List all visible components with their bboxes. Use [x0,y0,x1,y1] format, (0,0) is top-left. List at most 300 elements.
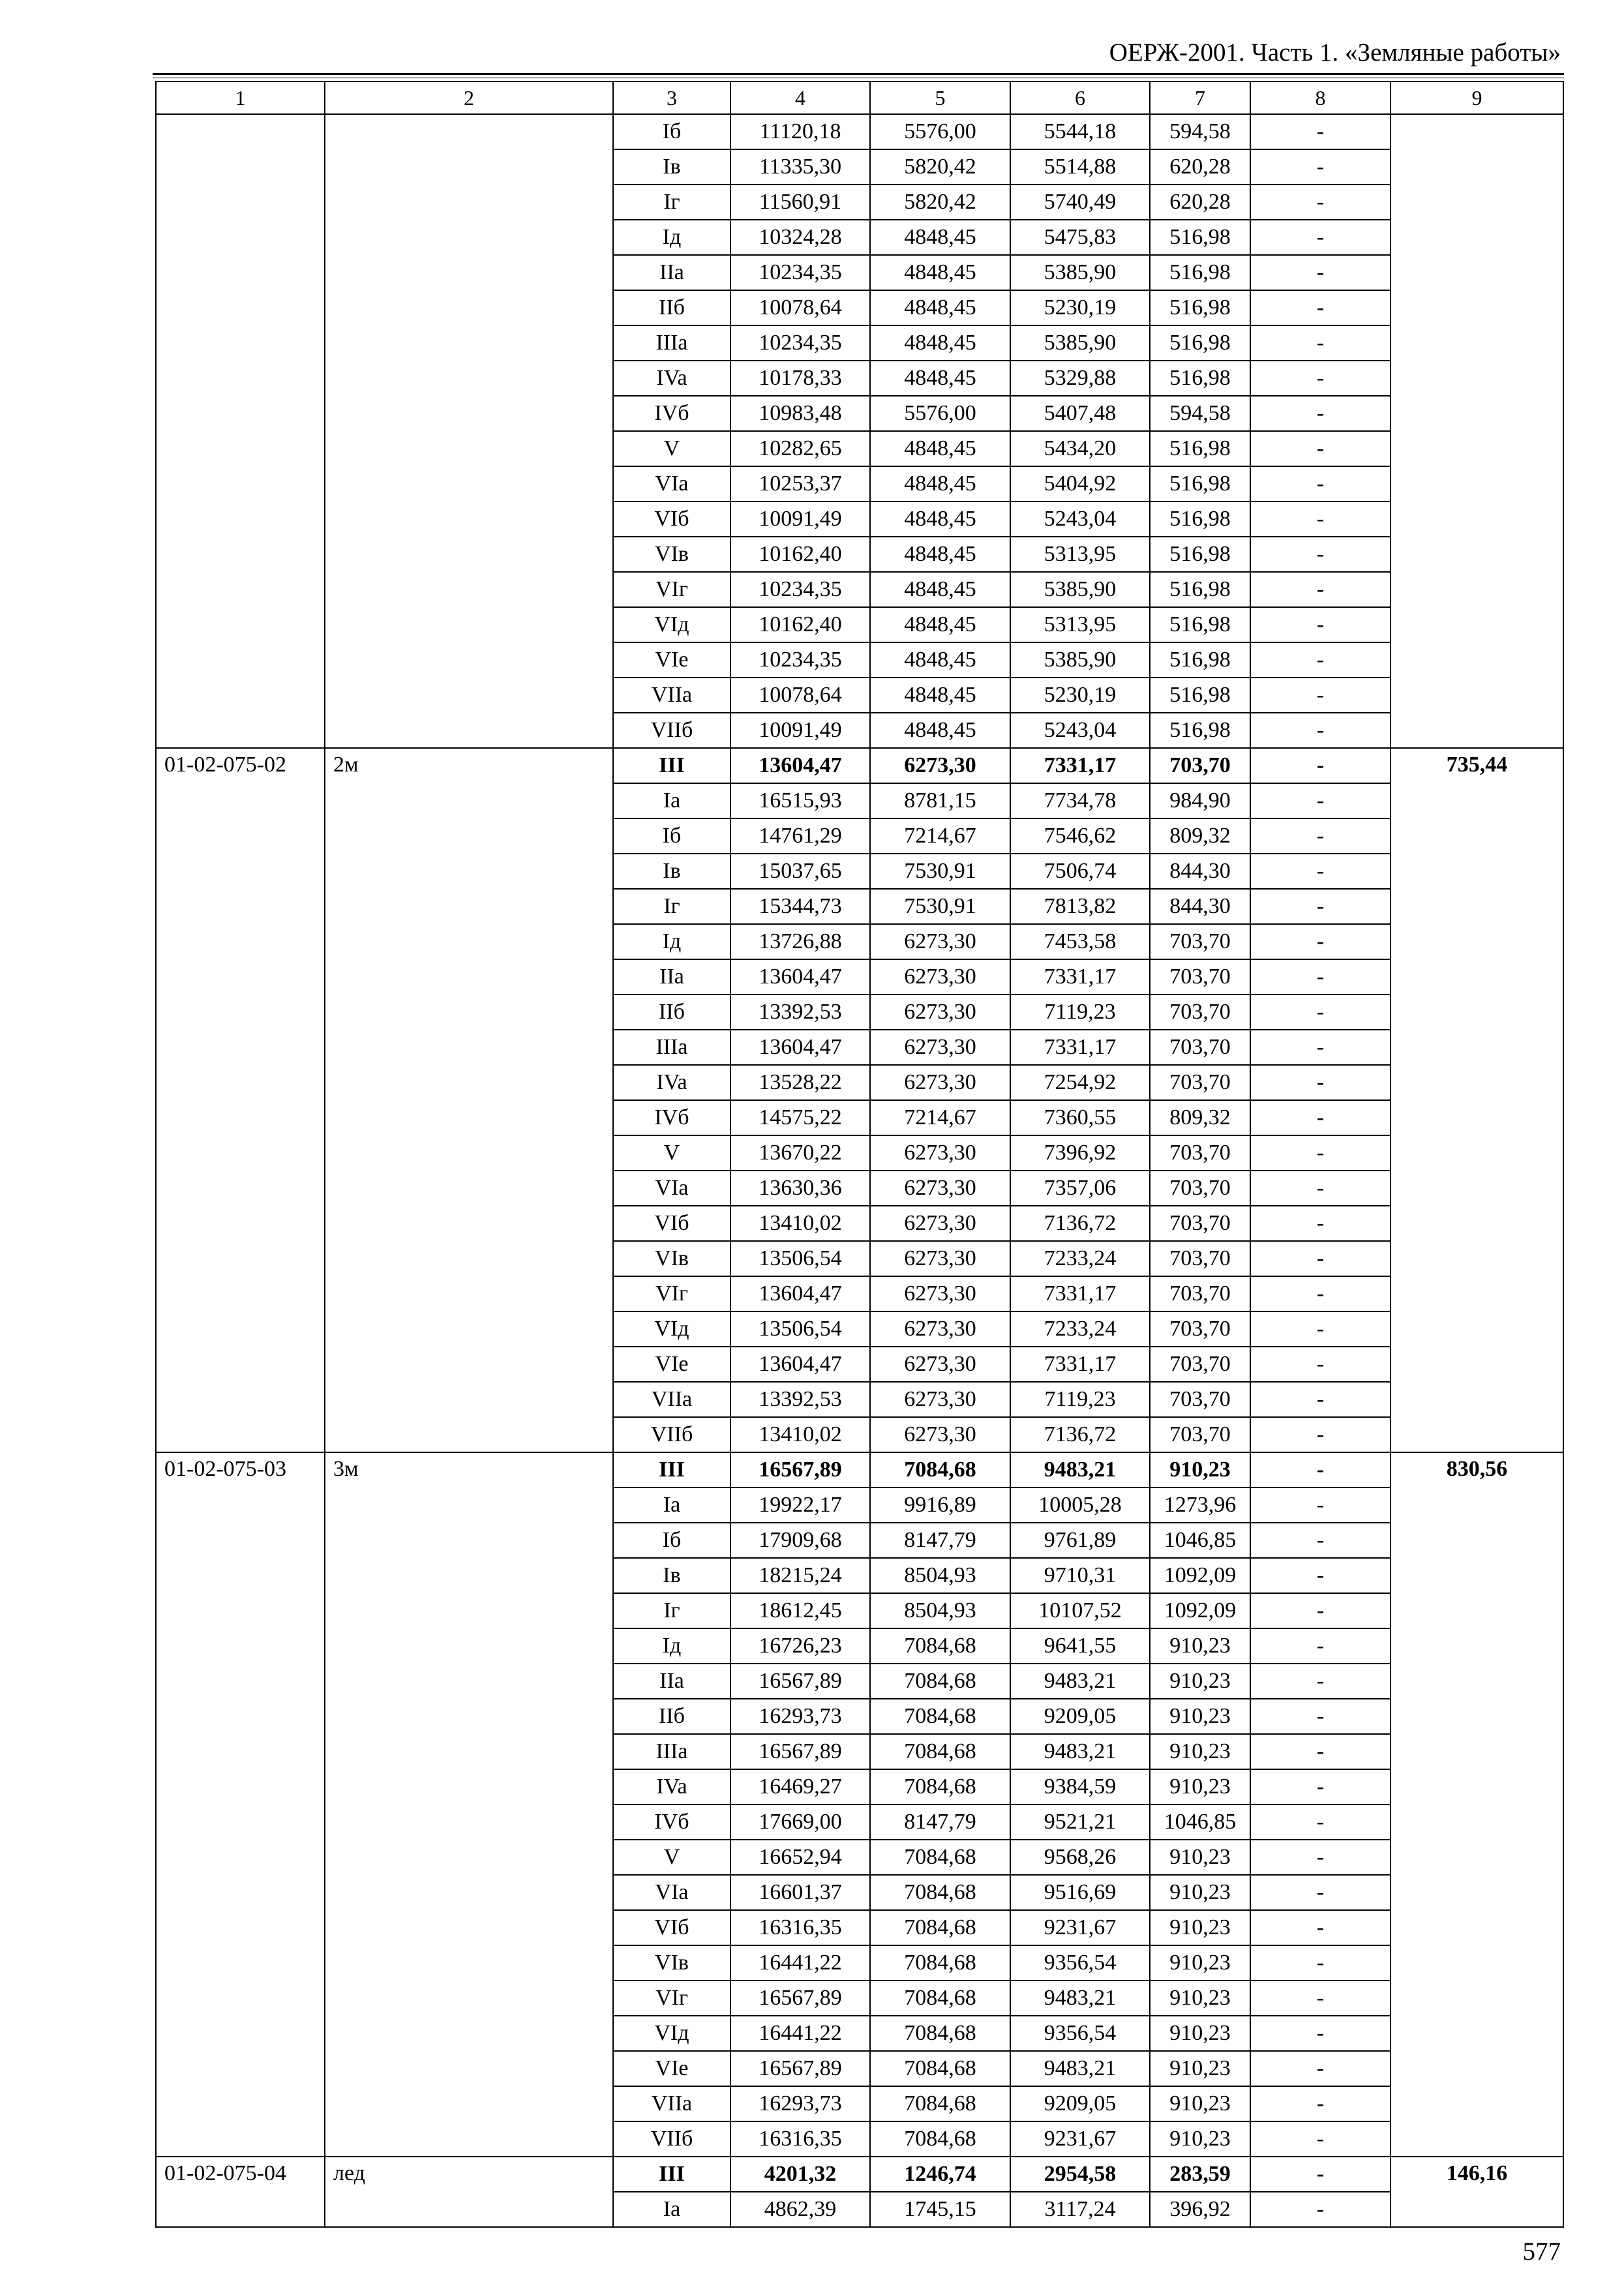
total-cost-cell: 10162,40 [730,607,870,642]
total-cost-cell: 11560,91 [730,185,870,220]
total-cost-cell: 10234,35 [730,642,870,678]
total-cost-cell: 19922,17 [730,1488,870,1523]
materials-cell: - [1250,1417,1391,1452]
machines-cell: 7360,55 [1010,1100,1150,1135]
total-cost-cell: 13506,54 [730,1241,870,1276]
zone-cell: IIIa [613,325,730,361]
zone-cell: VIд [613,1311,730,1347]
machines-cell: 7233,24 [1010,1311,1150,1347]
total-cost-cell: 13604,47 [730,748,870,783]
materials-cell: - [1250,889,1391,924]
wages-cell: 4848,45 [870,537,1010,572]
wages-cell: 7084,68 [870,1628,1010,1664]
total-cost-cell: 16567,89 [730,2051,870,2086]
machines-cell: 9209,05 [1010,2086,1150,2121]
labor-cost-cell [1391,114,1563,748]
total-cost-cell: 10234,35 [730,572,870,607]
running-header-title: ОЕРЖ-2001. Часть 1. «Земляные работы» [1109,38,1561,67]
wages-cell: 7084,68 [870,2016,1010,2051]
machinists-wages-cell: 703,70 [1150,1382,1250,1417]
machines-cell: 7119,23 [1010,995,1150,1030]
machines-cell: 7331,17 [1010,1276,1150,1311]
zone-cell: VIa [613,1875,730,1910]
materials-cell: - [1250,1769,1391,1804]
materials-cell: - [1250,748,1391,783]
machines-cell: 9641,55 [1010,1628,1150,1664]
machines-cell: 5544,18 [1010,114,1150,149]
machinists-wages-cell: 620,28 [1150,149,1250,185]
machines-cell: 9231,67 [1010,1910,1150,1945]
wages-cell: 7084,68 [870,2121,1010,2157]
zone-cell: Iд [613,1628,730,1664]
machinists-wages-cell: 1092,09 [1150,1558,1250,1593]
materials-cell: - [1250,2051,1391,2086]
machinists-wages-cell: 396,92 [1150,2192,1250,2227]
wages-cell: 4848,45 [870,325,1010,361]
total-cost-cell: 14761,29 [730,818,870,854]
total-cost-cell: 13392,53 [730,1382,870,1417]
zone-cell: VIIa [613,678,730,713]
wages-cell: 6273,30 [870,1276,1010,1311]
machinists-wages-cell: 516,98 [1150,290,1250,325]
total-cost-cell: 16293,73 [730,1699,870,1734]
machinists-wages-cell: 809,32 [1150,818,1250,854]
machinists-wages-cell: 620,28 [1150,185,1250,220]
total-cost-cell: 16515,93 [730,783,870,818]
total-cost-cell: 13604,47 [730,1276,870,1311]
wages-cell: 7084,68 [870,1945,1010,1981]
total-cost-cell: 10234,35 [730,255,870,290]
zone-cell: IIIa [613,1734,730,1769]
zone-cell: VIa [613,466,730,501]
wages-cell: 6273,30 [870,1135,1010,1171]
machines-cell: 7331,17 [1010,1030,1150,1065]
zone-cell: Iд [613,220,730,255]
zone-cell: VIг [613,1981,730,2016]
materials-cell: - [1250,1628,1391,1664]
machines-cell: 7119,23 [1010,1382,1150,1417]
materials-cell: - [1250,220,1391,255]
materials-cell: - [1250,1452,1391,1488]
zone-cell: IIIa [613,1030,730,1065]
zone-cell: IVб [613,396,730,431]
machines-cell: 7453,58 [1010,924,1150,959]
zone-cell: VIд [613,607,730,642]
machines-cell: 7546,62 [1010,818,1150,854]
machinists-wages-cell: 703,70 [1150,1276,1250,1311]
machinists-wages-cell: 516,98 [1150,537,1250,572]
machinists-wages-cell: 283,59 [1150,2157,1250,2192]
norm-description-cell: лед [325,2157,613,2227]
machines-cell: 5385,90 [1010,255,1150,290]
wages-cell: 6273,30 [870,1347,1010,1382]
zone-cell: IIб [613,995,730,1030]
wages-cell: 4848,45 [870,431,1010,466]
total-cost-cell: 10078,64 [730,290,870,325]
machinists-wages-cell: 910,23 [1150,1734,1250,1769]
zone-cell: VIв [613,537,730,572]
total-cost-cell: 16652,94 [730,1840,870,1875]
machinists-wages-cell: 703,70 [1150,1241,1250,1276]
wages-cell: 7530,91 [870,889,1010,924]
machines-cell: 7506,74 [1010,854,1150,889]
total-cost-cell: 15037,65 [730,854,870,889]
zone-cell: VIб [613,1910,730,1945]
machinists-wages-cell: 1046,85 [1150,1523,1250,1558]
zone-cell: V [613,1840,730,1875]
machinists-wages-cell: 910,23 [1150,1699,1250,1734]
materials-cell: - [1250,1382,1391,1417]
machines-cell: 9384,59 [1010,1769,1150,1804]
machines-cell: 7396,92 [1010,1135,1150,1171]
total-cost-cell: 16316,35 [730,2121,870,2157]
materials-cell: - [1250,185,1391,220]
machinists-wages-cell: 516,98 [1150,501,1250,537]
machines-cell: 5230,19 [1010,290,1150,325]
machinists-wages-cell: 910,23 [1150,1945,1250,1981]
machines-cell: 9483,21 [1010,2051,1150,2086]
machinists-wages-cell: 516,98 [1150,642,1250,678]
zone-cell: Iв [613,1558,730,1593]
column-number-row [156,82,1563,114]
wages-cell: 5820,42 [870,185,1010,220]
wages-cell: 6273,30 [870,1241,1010,1276]
materials-cell: - [1250,1311,1391,1347]
machines-cell: 7331,17 [1010,748,1150,783]
wages-cell: 8504,93 [870,1558,1010,1593]
total-cost-cell: 10983,48 [730,396,870,431]
materials-cell: - [1250,1593,1391,1628]
machines-cell: 9209,05 [1010,1699,1150,1734]
zone-cell: IVб [613,1804,730,1840]
zone-cell: V [613,431,730,466]
materials-cell: - [1250,1065,1391,1100]
rates-table [155,81,1564,2228]
materials-cell: - [1250,1276,1391,1311]
wages-cell: 7084,68 [870,1840,1010,1875]
materials-cell: - [1250,818,1391,854]
machines-cell: 7813,82 [1010,889,1150,924]
machinists-wages-cell: 1046,85 [1150,1804,1250,1840]
machines-cell: 5514,88 [1010,149,1150,185]
wages-cell: 4848,45 [870,290,1010,325]
materials-cell: - [1250,361,1391,396]
column-number: 3 [613,82,730,114]
wages-cell: 5576,00 [870,114,1010,149]
wages-cell: 1745,15 [870,2192,1010,2227]
machinists-wages-cell: 910,23 [1150,2121,1250,2157]
machinists-wages-cell: 910,23 [1150,1769,1250,1804]
norm-description-cell: 2м [325,748,613,1452]
total-cost-cell: 13670,22 [730,1135,870,1171]
zone-cell: V [613,1135,730,1171]
labor-cost-cell: 735,44 [1391,748,1563,1452]
wages-cell: 4848,45 [870,501,1010,537]
machines-cell: 3117,24 [1010,2192,1150,2227]
total-cost-cell: 16441,22 [730,2016,870,2051]
norm-description-cell: 3м [325,1452,613,2157]
wages-cell: 4848,45 [870,713,1010,748]
zone-cell: VIa [613,1171,730,1206]
machinists-wages-cell: 516,98 [1150,466,1250,501]
zone-cell: IIб [613,1699,730,1734]
machines-cell: 9761,89 [1010,1523,1150,1558]
total-cost-cell: 13630,36 [730,1171,870,1206]
machines-cell: 5329,88 [1010,361,1150,396]
materials-cell: - [1250,2016,1391,2051]
materials-cell: - [1250,1945,1391,1981]
machines-cell: 5434,20 [1010,431,1150,466]
machinists-wages-cell: 703,70 [1150,748,1250,783]
total-cost-cell: 16441,22 [730,1945,870,1981]
materials-cell: - [1250,713,1391,748]
total-cost-cell: 13604,47 [730,1347,870,1382]
machinists-wages-cell: 516,98 [1150,713,1250,748]
wages-cell: 7530,91 [870,854,1010,889]
materials-cell: - [1250,1523,1391,1558]
zone-cell: VIг [613,1276,730,1311]
machines-cell: 5385,90 [1010,325,1150,361]
total-cost-cell: 4862,39 [730,2192,870,2227]
wages-cell: 5576,00 [870,396,1010,431]
zone-cell: IVa [613,1769,730,1804]
materials-cell: - [1250,325,1391,361]
zone-cell: IIб [613,290,730,325]
machines-cell: 5385,90 [1010,572,1150,607]
materials-cell: - [1250,1558,1391,1593]
wages-cell: 6273,30 [870,959,1010,995]
materials-cell: - [1250,572,1391,607]
materials-cell: - [1250,537,1391,572]
machinists-wages-cell: 910,23 [1150,1875,1250,1910]
total-cost-cell: 18612,45 [730,1593,870,1628]
machines-cell: 10107,52 [1010,1593,1150,1628]
wages-cell: 6273,30 [870,924,1010,959]
materials-cell: - [1250,1804,1391,1840]
machinists-wages-cell: 516,98 [1150,220,1250,255]
machinists-wages-cell: 844,30 [1150,889,1250,924]
materials-cell: - [1250,1030,1391,1065]
total-cost-cell: 16469,27 [730,1769,870,1804]
machinists-wages-cell: 910,23 [1150,2016,1250,2051]
machinists-wages-cell: 844,30 [1150,854,1250,889]
zone-cell: VIIб [613,1417,730,1452]
wages-cell: 7214,67 [870,818,1010,854]
materials-cell: - [1250,783,1391,818]
zone-cell: Ia [613,1488,730,1523]
total-cost-cell: 13410,02 [730,1417,870,1452]
materials-cell: - [1250,114,1391,149]
wages-cell: 7214,67 [870,1100,1010,1135]
wages-cell: 4848,45 [870,255,1010,290]
materials-cell: - [1250,1241,1391,1276]
machines-cell: 9483,21 [1010,1981,1150,2016]
zone-cell: IIa [613,255,730,290]
machinists-wages-cell: 910,23 [1150,2086,1250,2121]
wages-cell: 8147,79 [870,1804,1010,1840]
zone-cell: Iб [613,114,730,149]
zone-cell: IVa [613,1065,730,1100]
wages-cell: 6273,30 [870,748,1010,783]
total-cost-cell: 10162,40 [730,537,870,572]
materials-cell: - [1250,290,1391,325]
wages-cell: 4848,45 [870,466,1010,501]
zone-cell: Ia [613,783,730,818]
materials-cell: - [1250,642,1391,678]
wages-cell: 6273,30 [870,1171,1010,1206]
machinists-wages-cell: 910,23 [1150,1981,1250,2016]
materials-cell: - [1250,607,1391,642]
wages-cell: 7084,68 [870,2051,1010,2086]
machines-cell: 5407,48 [1010,396,1150,431]
zone-cell: Iб [613,1523,730,1558]
machines-cell: 9483,21 [1010,1664,1150,1699]
machines-cell: 5230,19 [1010,678,1150,713]
table-row [156,2157,1563,2192]
machinists-wages-cell: 703,70 [1150,1171,1250,1206]
machines-cell: 9231,67 [1010,2121,1150,2157]
machinists-wages-cell: 1092,09 [1150,1593,1250,1628]
wages-cell: 8781,15 [870,783,1010,818]
materials-cell: - [1250,1100,1391,1135]
materials-cell: - [1250,1135,1391,1171]
machinists-wages-cell: 703,70 [1150,1030,1250,1065]
wages-cell: 7084,68 [870,1699,1010,1734]
wages-cell: 1246,74 [870,2157,1010,2192]
materials-cell: - [1250,2121,1391,2157]
total-cost-cell: 10091,49 [730,713,870,748]
materials-cell: - [1250,431,1391,466]
machines-cell: 9483,21 [1010,1452,1150,1488]
materials-cell: - [1250,1734,1391,1769]
total-cost-cell: 10253,37 [730,466,870,501]
machinists-wages-cell: 910,23 [1150,1840,1250,1875]
wages-cell: 4848,45 [870,361,1010,396]
materials-cell: - [1250,1910,1391,1945]
zone-cell: Iг [613,185,730,220]
wages-cell: 7084,68 [870,1875,1010,1910]
wages-cell: 7084,68 [870,1452,1010,1488]
total-cost-cell: 10178,33 [730,361,870,396]
machinists-wages-cell: 594,58 [1150,114,1250,149]
materials-cell: - [1250,1664,1391,1699]
zone-cell: VIд [613,2016,730,2051]
wages-cell: 8504,93 [870,1593,1010,1628]
wages-cell: 4848,45 [870,642,1010,678]
wages-cell: 6273,30 [870,1311,1010,1347]
zone-cell: VIIб [613,2121,730,2157]
machines-cell: 5404,92 [1010,466,1150,501]
machines-cell: 9568,26 [1010,1840,1150,1875]
zone-cell: VIIa [613,2086,730,2121]
materials-cell: - [1250,678,1391,713]
total-cost-cell: 11120,18 [730,114,870,149]
machines-cell: 9483,21 [1010,1734,1150,1769]
materials-cell: - [1250,2192,1391,2227]
machines-cell: 5740,49 [1010,185,1150,220]
materials-cell: - [1250,396,1391,431]
machinists-wages-cell: 516,98 [1150,361,1250,396]
materials-cell: - [1250,466,1391,501]
zone-cell: Iв [613,149,730,185]
column-number: 8 [1250,82,1391,114]
machinists-wages-cell: 1273,96 [1150,1488,1250,1523]
zone-cell: VIe [613,1347,730,1382]
materials-cell: - [1250,959,1391,995]
total-cost-cell: 10078,64 [730,678,870,713]
total-cost-cell: 13604,47 [730,1030,870,1065]
zone-cell: IIa [613,959,730,995]
machines-cell: 9356,54 [1010,1945,1150,1981]
labor-cost-cell: 146,16 [1391,2157,1563,2227]
machinists-wages-cell: 703,70 [1150,1347,1250,1382]
machines-cell: 7734,78 [1010,783,1150,818]
machines-cell: 10005,28 [1010,1488,1150,1523]
total-cost-cell: 17909,68 [730,1523,870,1558]
machines-cell: 5313,95 [1010,537,1150,572]
zone-cell: Iд [613,924,730,959]
materials-cell: - [1250,2086,1391,2121]
norm-code-cell: 01-02-075-04 [156,2157,325,2227]
machines-cell: 7254,92 [1010,1065,1150,1100]
norm-code-cell [156,114,325,748]
machines-cell: 7331,17 [1010,1347,1150,1382]
materials-cell: - [1250,1981,1391,2016]
machinists-wages-cell: 516,98 [1150,255,1250,290]
wages-cell: 4848,45 [870,572,1010,607]
machinists-wages-cell: 910,23 [1150,1664,1250,1699]
materials-cell: - [1250,1875,1391,1910]
wages-cell: 8147,79 [870,1523,1010,1558]
wages-cell: 7084,68 [870,1769,1010,1804]
column-number: 1 [156,82,325,114]
materials-cell: - [1250,149,1391,185]
machines-cell: 9710,31 [1010,1558,1150,1593]
zone-cell: IVб [613,1100,730,1135]
machines-cell: 5243,04 [1010,713,1150,748]
materials-cell: - [1250,1699,1391,1734]
machinists-wages-cell: 809,32 [1150,1100,1250,1135]
zone-cell: VIIa [613,1382,730,1417]
machinists-wages-cell: 703,70 [1150,924,1250,959]
materials-cell: - [1250,1840,1391,1875]
zone-cell: VIв [613,1241,730,1276]
wages-cell: 7084,68 [870,1981,1010,2016]
machinists-wages-cell: 910,23 [1150,1452,1250,1488]
machinists-wages-cell: 703,70 [1150,1135,1250,1171]
total-cost-cell: 13410,02 [730,1206,870,1241]
machines-cell: 5385,90 [1010,642,1150,678]
wages-cell: 6273,30 [870,1382,1010,1417]
zone-cell: III [613,2157,730,2192]
wages-cell: 6273,30 [870,1030,1010,1065]
machines-cell: 9356,54 [1010,2016,1150,2051]
total-cost-cell: 16726,23 [730,1628,870,1664]
zone-cell: VIe [613,642,730,678]
total-cost-cell: 16567,89 [730,1981,870,2016]
wages-cell: 4848,45 [870,678,1010,713]
machines-cell: 2954,58 [1010,2157,1150,2192]
total-cost-cell: 13392,53 [730,995,870,1030]
wages-cell: 6273,30 [870,1065,1010,1100]
total-cost-cell: 15344,73 [730,889,870,924]
total-cost-cell: 16567,89 [730,1452,870,1488]
column-number: 4 [730,82,870,114]
total-cost-cell: 16316,35 [730,1910,870,1945]
total-cost-cell: 16293,73 [730,2086,870,2121]
machinists-wages-cell: 910,23 [1150,1628,1250,1664]
machinists-wages-cell: 703,70 [1150,1311,1250,1347]
